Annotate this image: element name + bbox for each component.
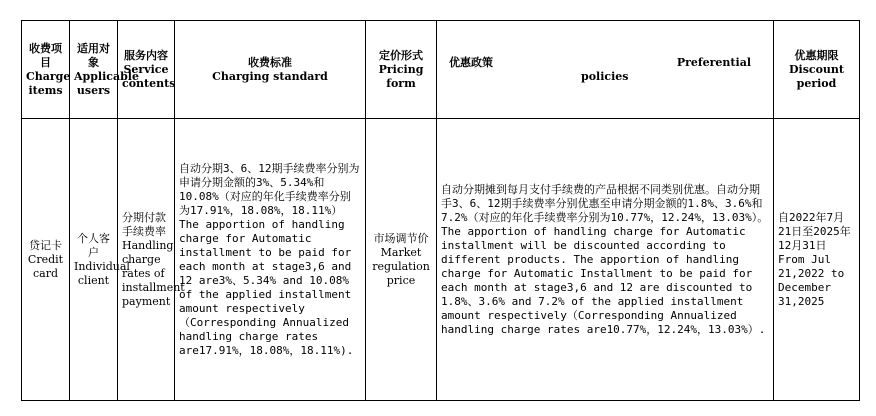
cell-applicable-users-en: Individual client xyxy=(74,259,130,287)
header-pricing-form-cn: 定价形式 xyxy=(379,48,423,62)
header-applicable-users-en: Applicable users xyxy=(74,69,139,97)
cell-charging-standard xyxy=(175,119,366,401)
cell-discount-period-cn: 自2022年7月21日至2025年12月31日 xyxy=(778,210,851,252)
header-preferential-policies-en-2: policies xyxy=(581,69,629,83)
cell-applicable-users-cn: 个人客户 xyxy=(77,231,110,259)
cell-service-contents xyxy=(118,119,185,401)
header-pricing-form-en: Pricing form xyxy=(378,62,424,90)
fee-table xyxy=(21,20,860,401)
cell-charge-item-en: Credit card xyxy=(27,252,64,280)
cell-preferential-policies xyxy=(437,119,774,401)
header-service-contents-cn: 服务内容 xyxy=(124,48,168,62)
cell-applicable-users xyxy=(70,119,130,401)
cell-pricing-form-en: Market regulation price xyxy=(372,245,430,287)
header-service-contents xyxy=(118,21,175,119)
cell-pricing-form-cn: 市场调节价 xyxy=(373,231,429,245)
header-pricing-form xyxy=(366,21,437,119)
cell-discount-period-en: From Jul 21,2022 to December 31,2025 xyxy=(778,252,845,308)
header-charge-items-cn: 收费项目 xyxy=(29,41,62,69)
header-applicable-users xyxy=(70,21,139,119)
header-charging-standard-en: Charging standard xyxy=(212,69,328,83)
header-service-contents-en: Service contents xyxy=(122,62,176,90)
cell-charging-standard-cn: 自动分期3、6、12期手续费率分别为申请分期金额的3%、5.34%和10.08%（对应的年化手续费率分别为17.91%，18.08%，18.11%） xyxy=(179,161,360,217)
cell-pricing-form xyxy=(366,119,437,401)
cell-charge-item xyxy=(22,119,70,401)
header-preferential-policies-en-1: Preferential xyxy=(676,55,751,69)
cell-preferential-policies-en: The apportion of handling charge for Automatic installment will be discounted according to different products. The apportion of handling charge for Automatic Installment to be paid for each month at stage3,6 and 12 are discounted to 1.8%、3.6% and 7.2% of the applied installment amount respectively（Corresponding Annualized handling charge rates are10.77%，12.24%，13.03%）. xyxy=(441,224,766,336)
cell-discount-period xyxy=(774,119,860,401)
cell-charging-standard-en: The apportion of handling charge for Automatic installment to be paid for each month at stage3,6 and 12 are3%、5.34% and 10.08% of the applied installment amount respectively（Corresponding Annualized handling charge rates are17.91%，18.08%，18.11%). xyxy=(179,217,354,357)
header-charging-standard-cn: 收费标准 xyxy=(248,55,292,69)
header-row xyxy=(22,21,860,119)
cell-service-contents-en: Handling charge rates of installment payment xyxy=(122,238,185,308)
cell-service-contents-cn: 分期付款手续费率 xyxy=(122,210,166,238)
header-discount-period-en: Discount period xyxy=(788,62,845,90)
table-row xyxy=(22,119,860,401)
header-charging-standard xyxy=(175,21,366,119)
header-discount-period xyxy=(774,21,860,119)
header-charge-items xyxy=(22,21,70,119)
header-charge-items-en: Charge items xyxy=(26,69,71,97)
header-applicable-users-cn: 适用对象 xyxy=(77,41,110,69)
header-preferential-policies xyxy=(437,21,774,119)
cell-preferential-policies-cn: 自动分期摊到每月支付手续费的产品根据不同类别优惠。自动分期手3、6、12期手续费率分别优惠至申请分期金额的1.8%、3.6%和7.2%（对应的年化手续费率分别为10.77%，12.24%，13.03%）。 xyxy=(441,182,769,224)
header-discount-period-cn: 优惠期限 xyxy=(794,48,839,62)
cell-charge-item-cn: 贷记卡 xyxy=(29,238,62,252)
header-preferential-policies-cn: 优惠政策 xyxy=(449,55,493,69)
